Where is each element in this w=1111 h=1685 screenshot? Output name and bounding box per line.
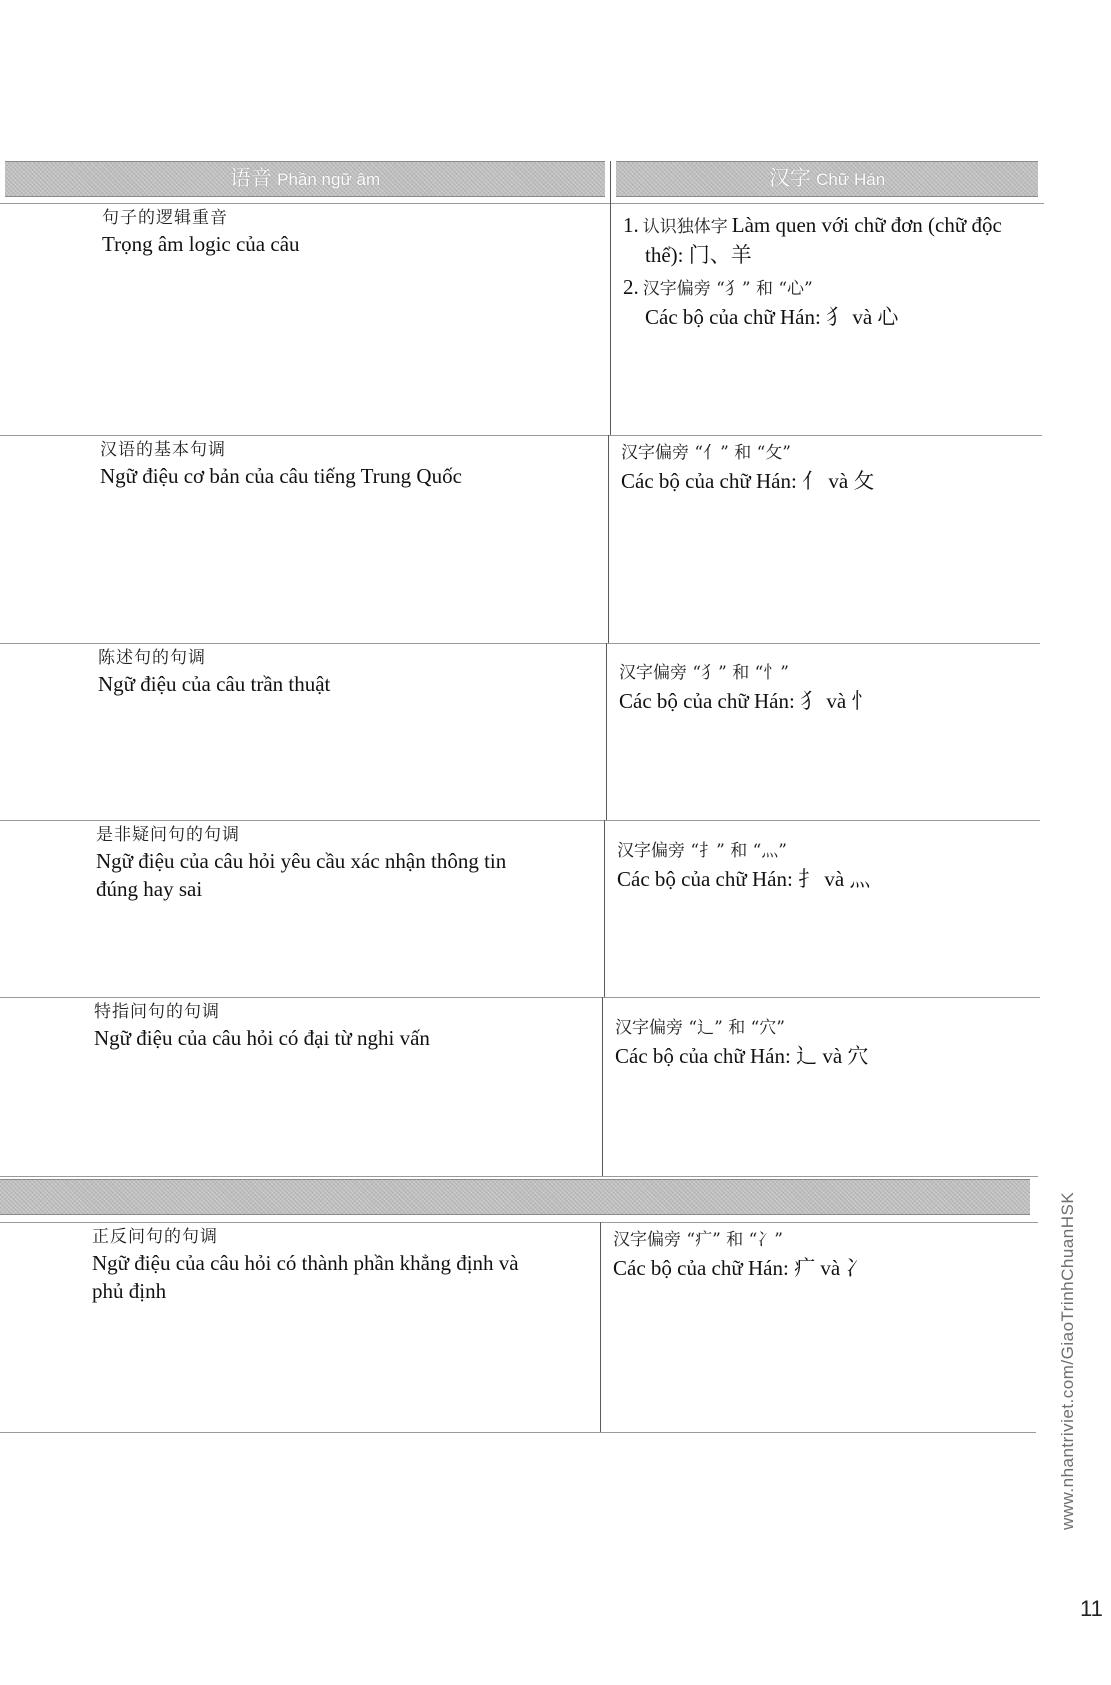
item-1-zh: 认识独体字: [642, 217, 728, 237]
row-6-phonetics-zh: 正反问句的句调: [92, 1227, 218, 1247]
row-4-characters: [617, 838, 1027, 894]
phonetics-column-header: [5, 161, 605, 197]
row-5-characters: [615, 1015, 1025, 1071]
row-3-characters: [619, 660, 1029, 716]
row-6-characters: [613, 1227, 1023, 1283]
row-3-characters-vi: Các bộ của chữ Hán: 犭 và 忄: [619, 689, 873, 713]
website-url-sidebar: www.nhantriviet.com/GiaoTrinhChuanHSK: [1058, 1191, 1077, 1530]
item-1-number: 1.: [623, 213, 639, 237]
row-2-characters-zh: 汉字偏旁 “亻” 和 “攵”: [621, 443, 791, 463]
column-divider: [606, 643, 607, 820]
item-2-zh: 汉字偏旁 “犭” 和 “心”: [642, 279, 813, 299]
row-5-characters-vi: Các bộ của chữ Hán: 辶 và 穴: [615, 1044, 869, 1068]
row-1-item-2: [623, 272, 1033, 332]
row-6-characters-vi: Các bộ của chữ Hán: 疒 và 冫: [613, 1256, 867, 1280]
row-divider: [0, 1432, 1036, 1433]
section-divider-band: [0, 1179, 1030, 1215]
column-divider: [602, 997, 603, 1176]
item-2-vi: Các bộ của chữ Hán: 犭 và 心: [645, 305, 899, 329]
column-divider: [608, 435, 609, 643]
row-1-phonetics: [102, 206, 582, 258]
row-5-phonetics-zh: 特指问句的句调: [94, 1002, 220, 1022]
row-3-characters-zh: 汉字偏旁 “犭” 和 “忄”: [619, 663, 789, 683]
header-right-vi: Chữ Hán: [816, 170, 886, 189]
row-divider: [0, 1176, 1038, 1177]
row-5-phonetics: [94, 1000, 574, 1052]
row-2-phonetics-zh: 汉语的基本句调: [100, 440, 226, 460]
row-1-phonetics-vi: Trọng âm logic của câu: [102, 232, 300, 256]
row-1-characters: [623, 210, 1033, 332]
column-divider: [610, 161, 611, 435]
column-divider: [604, 820, 605, 997]
row-5-characters-zh: 汉字偏旁 “辶” 和 “穴”: [615, 1018, 785, 1038]
row-3-phonetics: [98, 646, 578, 698]
row-6-phonetics: [92, 1225, 542, 1305]
row-divider: [0, 203, 1044, 204]
row-divider: [0, 820, 1040, 821]
row-divider: [0, 435, 1042, 436]
row-4-characters-vi: Các bộ của chữ Hán: 扌 và 灬: [617, 867, 871, 891]
row-2-phonetics: [100, 438, 580, 490]
row-4-phonetics: [96, 823, 546, 903]
row-6-phonetics-vi: Ngữ điệu của câu hỏi có thành phần khẳng định và phủ định: [92, 1251, 519, 1303]
row-4-phonetics-vi: Ngữ điệu của câu hỏi yêu cầu xác nhận thông tin đúng hay sai: [96, 849, 507, 901]
row-3-phonetics-vi: Ngữ điệu của câu trần thuật: [98, 672, 331, 696]
header-left-vi: Phần ngữ âm: [277, 170, 381, 189]
row-4-characters-zh: 汉字偏旁 “扌” 和 “灬”: [617, 841, 787, 861]
item-2-number: 2.: [623, 275, 639, 299]
column-divider: [600, 1222, 601, 1432]
header-right-zh: 汉字: [768, 167, 811, 190]
row-divider: [0, 643, 1040, 644]
row-4-phonetics-zh: 是非疑问句的句调: [96, 825, 240, 845]
row-divider: [0, 997, 1040, 998]
row-2-characters-vi: Các bộ của chữ Hán: 亻 và 攵: [621, 469, 875, 493]
row-divider: [0, 1222, 1038, 1223]
row-1-item-1: [623, 210, 1033, 270]
row-5-phonetics-vi: Ngữ điệu của câu hỏi có đại từ nghi vấn: [94, 1026, 430, 1050]
header-left-zh: 语音: [229, 167, 272, 190]
row-1-phonetics-zh: 句子的逻辑重音: [102, 208, 228, 228]
row-2-phonetics-vi: Ngữ điệu cơ bản của câu tiếng Trung Quốc: [100, 464, 462, 488]
page-number: 11: [1080, 1596, 1103, 1621]
row-6-characters-zh: 汉字偏旁 “疒” 和 “冫”: [613, 1230, 783, 1250]
row-3-phonetics-zh: 陈述句的句调: [98, 648, 206, 668]
chinese-characters-column-header: [616, 161, 1038, 197]
row-2-characters: [621, 440, 1031, 496]
item-1-vi: Làm quen với chữ đơn (chữ độc thể): 门、羊: [645, 213, 1002, 267]
